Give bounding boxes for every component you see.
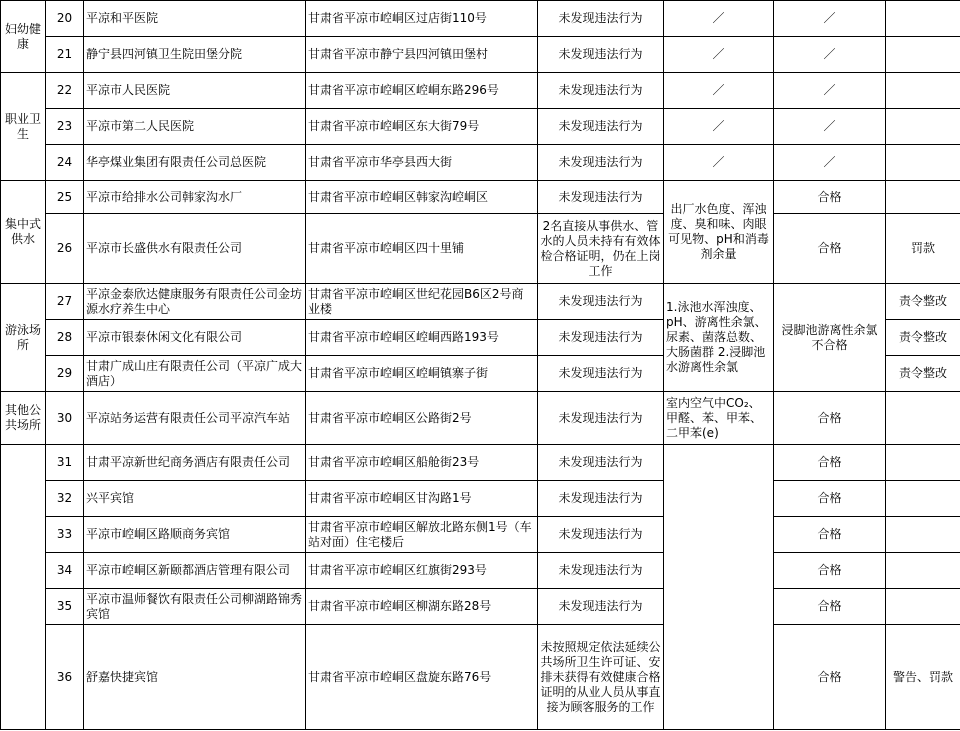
- water-test-item: 出厂水色度、浑浊度、臭和味、肉眼可见物、pH和消毒剂余量: [664, 181, 774, 284]
- row-number: 35: [46, 589, 84, 625]
- inspection-finding: 未发现违法行为: [538, 181, 664, 214]
- inspection-finding: 未发现违法行为: [538, 553, 664, 589]
- table-row: [1, 1, 960, 37]
- table-row: [1, 625, 960, 730]
- action-taken: [886, 145, 960, 181]
- row-number: 22: [46, 73, 84, 109]
- test-result: ／: [774, 73, 886, 109]
- unit-name: 平凉金泰欣达健康服务有限责任公司金坊源水疗养生中心: [84, 284, 306, 320]
- row-number: 30: [46, 392, 84, 445]
- test-item: ／: [664, 37, 774, 73]
- unit-address: 甘肃省平凉市崆峒区解放北路东侧1号（车站对面）住宅楼后: [306, 517, 538, 553]
- table-row: [1, 553, 960, 589]
- table-row: [1, 181, 960, 214]
- test-result: 合格: [774, 589, 886, 625]
- test-item-empty: [664, 445, 774, 730]
- row-number: 26: [46, 214, 84, 284]
- unit-address: 甘肃省平凉市崆峒区四十里铺: [306, 214, 538, 284]
- inspection-finding: 未发现违法行为: [538, 356, 664, 392]
- unit-name: 舒嘉快捷宾馆: [84, 625, 306, 730]
- action-taken: 责令整改: [886, 320, 960, 356]
- row-number: 21: [46, 37, 84, 73]
- unit-name: 平凉市银泰休闲文化有限公司: [84, 320, 306, 356]
- test-result: 合格: [774, 517, 886, 553]
- test-result: 合格: [774, 181, 886, 214]
- table-row: [1, 37, 960, 73]
- row-number: 28: [46, 320, 84, 356]
- unit-name: 平凉市人民医院: [84, 73, 306, 109]
- category-cell: 集中式供水: [1, 181, 46, 284]
- unit-name: 平凉和平医院: [84, 1, 306, 37]
- inspection-finding: 未发现违法行为: [538, 73, 664, 109]
- inspection-finding: 未发现违法行为: [538, 37, 664, 73]
- unit-address: 甘肃省平凉市静宁县四河镇田堡村: [306, 37, 538, 73]
- test-item: ／: [664, 73, 774, 109]
- unit-name: 平凉市给排水公司韩家沟水厂: [84, 181, 306, 214]
- row-number: 24: [46, 145, 84, 181]
- unit-name: 甘肃广成山庄有限责任公司（平凉广成大酒店）: [84, 356, 306, 392]
- unit-address: 甘肃省平凉市崆峒区红旗街293号: [306, 553, 538, 589]
- unit-name: 静宁县四河镇卫生院田堡分院: [84, 37, 306, 73]
- row-number: 29: [46, 356, 84, 392]
- row-number: 20: [46, 1, 84, 37]
- unit-address: 甘肃省平凉市崆峒区公路街2号: [306, 392, 538, 445]
- unit-name: 华亭煤业集团有限责任公司总医院: [84, 145, 306, 181]
- table-row: [1, 589, 960, 625]
- test-result: 合格: [774, 553, 886, 589]
- unit-address: 甘肃省平凉市崆峒区崆峒东路296号: [306, 73, 538, 109]
- action-taken: [886, 181, 960, 214]
- inspection-finding: 未发现违法行为: [538, 481, 664, 517]
- category-cell: 职业卫生: [1, 73, 46, 181]
- row-number: 27: [46, 284, 84, 320]
- inspection-finding: 未发现违法行为: [538, 589, 664, 625]
- test-result: 合格: [774, 392, 886, 445]
- inspection-finding: 未发现违法行为: [538, 517, 664, 553]
- inspection-finding: 未发现违法行为: [538, 445, 664, 481]
- unit-address: 甘肃省平凉市华亭县西大街: [306, 145, 538, 181]
- category-cell: 游泳场所: [1, 284, 46, 392]
- test-result: ／: [774, 109, 886, 145]
- action-taken: [886, 37, 960, 73]
- row-number: 32: [46, 481, 84, 517]
- table-row: [1, 145, 960, 181]
- unit-address: 甘肃省平凉市崆峒区东大街79号: [306, 109, 538, 145]
- table-row: [1, 392, 960, 445]
- swim-test-result: 浸脚池游离性余氯 不合格: [774, 284, 886, 392]
- test-result: ／: [774, 145, 886, 181]
- row-number: 31: [46, 445, 84, 481]
- unit-address: 甘肃省平凉市崆峒区柳湖东路28号: [306, 589, 538, 625]
- inspection-finding: 未发现违法行为: [538, 1, 664, 37]
- action-taken: [886, 589, 960, 625]
- table-row: [1, 445, 960, 481]
- action-taken: 警告、罚款: [886, 625, 960, 730]
- action-taken: [886, 73, 960, 109]
- unit-name: 平凉市第二人民医院: [84, 109, 306, 145]
- unit-address: 甘肃省平凉市崆峒区崆峒镇寨子街: [306, 356, 538, 392]
- unit-name: 平凉市崆峒区路顺商务宾馆: [84, 517, 306, 553]
- test-result: 合格: [774, 625, 886, 730]
- action-taken: [886, 392, 960, 445]
- inspection-finding: 未发现违法行为: [538, 320, 664, 356]
- action-taken: [886, 553, 960, 589]
- unit-name: 平凉站务运营有限责任公司平凉汽车站: [84, 392, 306, 445]
- inspection-finding: 未发现违法行为: [538, 109, 664, 145]
- table-row: [1, 73, 960, 109]
- unit-name: 平凉市温师餐饮有限责任公司柳湖路锦秀宾馆: [84, 589, 306, 625]
- inspection-finding: 未按照规定依法延续公共场所卫生许可证、安排未获得有效健康合格证明的从业人员从事直接为顾客服务的工作: [538, 625, 664, 730]
- test-result: 合格: [774, 214, 886, 284]
- unit-name: 甘肃平凉新世纪商务酒店有限责任公司: [84, 445, 306, 481]
- action-taken: [886, 1, 960, 37]
- test-result: 合格: [774, 445, 886, 481]
- swim-test-item: 1.泳池水浑浊度、pH、游离性余氯、尿素、菌落总数、大肠菌群 2.浸脚池水游离性余氯: [664, 284, 774, 392]
- action-taken: [886, 445, 960, 481]
- unit-address: 甘肃省平凉市崆峒区崆峒西路193号: [306, 320, 538, 356]
- category-cell: 妇幼健康: [1, 1, 46, 73]
- action-taken: 罚款: [886, 214, 960, 284]
- row-number: 36: [46, 625, 84, 730]
- unit-name: 平凉市长盛供水有限责任公司: [84, 214, 306, 284]
- unit-address: 甘肃省平凉市崆峒区盘旋东路76号: [306, 625, 538, 730]
- test-result: ／: [774, 1, 886, 37]
- inspection-finding: 2名直接从事供水、管水的人员未持有有效体检合格证明，仍在上岗工作: [538, 214, 664, 284]
- unit-address: 甘肃省平凉市崆峒区世纪花园B6区2号商业楼: [306, 284, 538, 320]
- test-result: ／: [774, 37, 886, 73]
- row-number: 34: [46, 553, 84, 589]
- row-number: 23: [46, 109, 84, 145]
- category-cell-empty: [1, 445, 46, 730]
- unit-address: 甘肃省平凉市崆峒区甘沟路1号: [306, 481, 538, 517]
- row-number: 33: [46, 517, 84, 553]
- inspection-finding: 未发现违法行为: [538, 145, 664, 181]
- unit-address: 甘肃省平凉市崆峒区船舱街23号: [306, 445, 538, 481]
- table-row: [1, 517, 960, 553]
- air-test-item: 室内空气中CO₂、甲醛、苯、甲苯、二甲苯(e): [664, 392, 774, 445]
- action-taken: [886, 481, 960, 517]
- table-row: [1, 214, 960, 284]
- unit-name: 兴平宾馆: [84, 481, 306, 517]
- action-taken: [886, 109, 960, 145]
- unit-address: 甘肃省平凉市崆峒区过店街110号: [306, 1, 538, 37]
- inspection-finding: 未发现违法行为: [538, 284, 664, 320]
- test-item: ／: [664, 1, 774, 37]
- unit-name: 平凉市崆峒区新颐都酒店管理有限公司: [84, 553, 306, 589]
- action-taken: 责令整改: [886, 284, 960, 320]
- inspection-finding: 未发现违法行为: [538, 392, 664, 445]
- category-cell: 其他公共场所: [1, 392, 46, 445]
- test-result: 合格: [774, 481, 886, 517]
- unit-address: 甘肃省平凉市崆峒区韩家沟崆峒区: [306, 181, 538, 214]
- table-row: [1, 109, 960, 145]
- action-taken: [886, 517, 960, 553]
- table-row: [1, 284, 960, 320]
- table-row: [1, 481, 960, 517]
- action-taken: 责令整改: [886, 356, 960, 392]
- test-item: ／: [664, 145, 774, 181]
- row-number: 25: [46, 181, 84, 214]
- test-item: ／: [664, 109, 774, 145]
